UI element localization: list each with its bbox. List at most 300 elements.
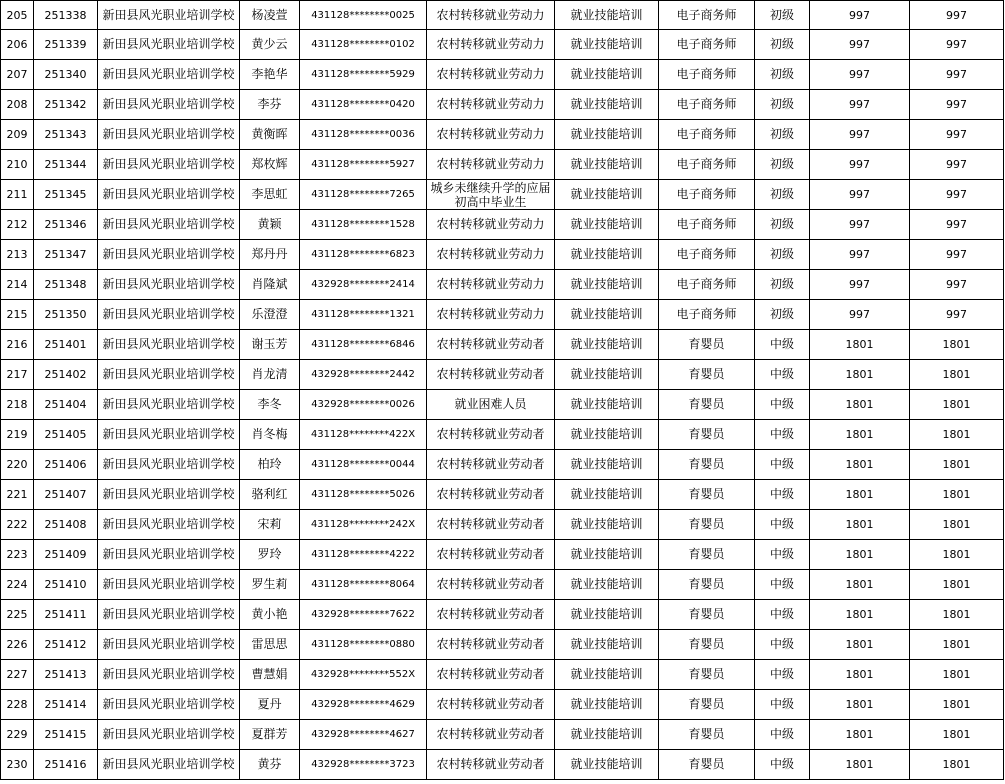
- table-row: [1, 150, 1004, 180]
- occupation-cell[interactable]: 电子商务师: [659, 240, 755, 270]
- school-name-cell[interactable]: 新田县风光职业培训学校: [98, 600, 240, 630]
- id-number-cell[interactable]: 432928********552X: [300, 660, 427, 690]
- school-name-cell[interactable]: 新田县风光职业培训学校: [98, 180, 240, 210]
- subsidy-amount-cell[interactable]: 997: [810, 150, 910, 180]
- id-number-cell[interactable]: 431128********0036: [300, 120, 427, 150]
- id-number-cell[interactable]: 432928********4629: [300, 690, 427, 720]
- school-name-cell[interactable]: 新田县风光职业培训学校: [98, 390, 240, 420]
- row-number-cell[interactable]: 207: [1, 60, 34, 90]
- id-number-cell[interactable]: 432928********0026: [300, 390, 427, 420]
- school-name-cell[interactable]: 新田县风光职业培训学校: [98, 510, 240, 540]
- row-number-cell[interactable]: 230: [1, 750, 34, 780]
- id-number-cell[interactable]: 431128********0420: [300, 90, 427, 120]
- row-number-cell[interactable]: 213: [1, 240, 34, 270]
- training-type-cell[interactable]: 就业技能培训: [555, 540, 659, 570]
- occupation-cell[interactable]: 电子商务师: [659, 120, 755, 150]
- subsidy-amount-cell[interactable]: 1801: [810, 630, 910, 660]
- subsidy-amount-cell[interactable]: 1801: [810, 540, 910, 570]
- trainee-name-cell[interactable]: 罗玲: [240, 540, 300, 570]
- record-id-cell[interactable]: 251338: [34, 1, 98, 30]
- record-id-cell[interactable]: 251415: [34, 720, 98, 750]
- trainee-name-cell[interactable]: 黄小艳: [240, 600, 300, 630]
- school-name-cell[interactable]: 新田县风光职业培训学校: [98, 30, 240, 60]
- paid-amount-cell[interactable]: 997: [910, 240, 1004, 270]
- category-cell[interactable]: 农村转移就业劳动者: [427, 480, 555, 510]
- occupation-cell[interactable]: 电子商务师: [659, 60, 755, 90]
- category-cell[interactable]: 农村转移就业劳动力: [427, 270, 555, 300]
- level-cell[interactable]: 中级: [755, 420, 810, 450]
- category-cell[interactable]: 农村转移就业劳动者: [427, 450, 555, 480]
- occupation-cell[interactable]: 育婴员: [659, 630, 755, 660]
- trainee-name-cell[interactable]: 黄少云: [240, 30, 300, 60]
- category-cell[interactable]: 农村转移就业劳动力: [427, 120, 555, 150]
- category-cell[interactable]: 农村转移就业劳动力: [427, 240, 555, 270]
- paid-amount-cell[interactable]: 1801: [910, 450, 1004, 480]
- record-id-cell[interactable]: 251404: [34, 390, 98, 420]
- table-row: [1, 60, 1004, 90]
- level-cell[interactable]: 初级: [755, 30, 810, 60]
- category-cell[interactable]: 农村转移就业劳动者: [427, 600, 555, 630]
- row-number-cell[interactable]: 212: [1, 210, 34, 240]
- training-type-cell[interactable]: 就业技能培训: [555, 180, 659, 210]
- row-number-cell[interactable]: 225: [1, 600, 34, 630]
- record-id-cell[interactable]: 251348: [34, 270, 98, 300]
- table-row: [1, 330, 1004, 360]
- row-number-cell[interactable]: 223: [1, 540, 34, 570]
- paid-amount-cell[interactable]: 997: [910, 270, 1004, 300]
- id-number-cell[interactable]: 431128********8064: [300, 570, 427, 600]
- category-cell[interactable]: 农村转移就业劳动者: [427, 630, 555, 660]
- trainee-name-cell[interactable]: 郑丹丹: [240, 240, 300, 270]
- school-name-cell[interactable]: 新田县风光职业培训学校: [98, 330, 240, 360]
- paid-amount-cell[interactable]: 997: [910, 300, 1004, 330]
- paid-amount-cell[interactable]: 1801: [910, 330, 1004, 360]
- id-number-cell[interactable]: 431128********0044: [300, 450, 427, 480]
- trainee-name-cell[interactable]: 夏丹: [240, 690, 300, 720]
- training-type-cell[interactable]: 就业技能培训: [555, 390, 659, 420]
- subsidy-amount-cell[interactable]: 997: [810, 120, 910, 150]
- record-id-cell[interactable]: 251408: [34, 510, 98, 540]
- school-name-cell[interactable]: 新田县风光职业培训学校: [98, 630, 240, 660]
- school-name-cell[interactable]: 新田县风光职业培训学校: [98, 240, 240, 270]
- table-row: [1, 210, 1004, 240]
- school-name-cell[interactable]: 新田县风光职业培训学校: [98, 300, 240, 330]
- trainee-name-cell[interactable]: 曹慧娟: [240, 660, 300, 690]
- occupation-cell[interactable]: 电子商务师: [659, 270, 755, 300]
- level-cell[interactable]: 中级: [755, 570, 810, 600]
- trainee-name-cell[interactable]: 雷思思: [240, 630, 300, 660]
- paid-amount-cell[interactable]: 997: [910, 30, 1004, 60]
- paid-amount-cell[interactable]: 1801: [910, 660, 1004, 690]
- training-type-cell[interactable]: 就业技能培训: [555, 750, 659, 780]
- occupation-cell[interactable]: 育婴员: [659, 600, 755, 630]
- trainee-name-cell[interactable]: 罗生莉: [240, 570, 300, 600]
- record-id-cell[interactable]: 251414: [34, 690, 98, 720]
- row-number-cell[interactable]: 227: [1, 660, 34, 690]
- record-id-cell[interactable]: 251406: [34, 450, 98, 480]
- paid-amount-cell[interactable]: 997: [910, 210, 1004, 240]
- table-row: [1, 420, 1004, 450]
- training-type-cell[interactable]: 就业技能培训: [555, 210, 659, 240]
- subsidy-amount-cell[interactable]: 1801: [810, 690, 910, 720]
- record-id-cell[interactable]: 251345: [34, 180, 98, 210]
- trainee-name-cell[interactable]: 杨凌萱: [240, 1, 300, 30]
- trainee-name-cell[interactable]: 肖龙清: [240, 360, 300, 390]
- school-name-cell[interactable]: 新田县风光职业培训学校: [98, 90, 240, 120]
- subsidy-amount-cell[interactable]: 1801: [810, 570, 910, 600]
- school-name-cell[interactable]: 新田县风光职业培训学校: [98, 570, 240, 600]
- record-id-cell[interactable]: 251339: [34, 30, 98, 60]
- occupation-cell[interactable]: 电子商务师: [659, 90, 755, 120]
- occupation-cell[interactable]: 育婴员: [659, 420, 755, 450]
- training-type-cell[interactable]: 就业技能培训: [555, 660, 659, 690]
- training-type-cell[interactable]: 就业技能培训: [555, 90, 659, 120]
- school-name-cell[interactable]: 新田县风光职业培训学校: [98, 690, 240, 720]
- subsidy-amount-cell[interactable]: 1801: [810, 660, 910, 690]
- record-id-cell[interactable]: 251350: [34, 300, 98, 330]
- paid-amount-cell[interactable]: 997: [910, 120, 1004, 150]
- level-cell[interactable]: 中级: [755, 660, 810, 690]
- training-type-cell[interactable]: 就业技能培训: [555, 420, 659, 450]
- paid-amount-cell[interactable]: 1801: [910, 720, 1004, 750]
- level-cell[interactable]: 中级: [755, 630, 810, 660]
- subsidy-amount-cell[interactable]: 1801: [810, 600, 910, 630]
- category-cell[interactable]: 农村转移就业劳动者: [427, 420, 555, 450]
- occupation-cell[interactable]: 育婴员: [659, 450, 755, 480]
- record-id-cell[interactable]: 251410: [34, 570, 98, 600]
- trainee-name-cell[interactable]: 谢玉芳: [240, 330, 300, 360]
- category-cell[interactable]: 农村转移就业劳动力: [427, 90, 555, 120]
- training-type-cell[interactable]: 就业技能培训: [555, 120, 659, 150]
- subsidy-amount-cell[interactable]: 1801: [810, 330, 910, 360]
- occupation-cell[interactable]: 电子商务师: [659, 30, 755, 60]
- occupation-cell[interactable]: 育婴员: [659, 390, 755, 420]
- record-id-cell[interactable]: 251416: [34, 750, 98, 780]
- paid-amount-cell[interactable]: 1801: [910, 480, 1004, 510]
- paid-amount-cell[interactable]: 1801: [910, 600, 1004, 630]
- occupation-cell[interactable]: 育婴员: [659, 480, 755, 510]
- training-type-cell[interactable]: 就业技能培训: [555, 510, 659, 540]
- school-name-cell[interactable]: 新田县风光职业培训学校: [98, 480, 240, 510]
- category-cell[interactable]: 农村转移就业劳动者: [427, 330, 555, 360]
- subsidy-amount-cell[interactable]: 997: [810, 300, 910, 330]
- table-row: [1, 750, 1004, 780]
- category-cell[interactable]: 农村转移就业劳动力: [427, 210, 555, 240]
- row-number-cell[interactable]: 205: [1, 1, 34, 30]
- row-number-cell[interactable]: 216: [1, 330, 34, 360]
- paid-amount-cell[interactable]: 1801: [910, 570, 1004, 600]
- trainee-name-cell[interactable]: 柏玲: [240, 450, 300, 480]
- level-cell[interactable]: 初级: [755, 210, 810, 240]
- record-id-cell[interactable]: 251342: [34, 90, 98, 120]
- training-type-cell[interactable]: 就业技能培训: [555, 1, 659, 30]
- subsidy-amount-cell[interactable]: 1801: [810, 720, 910, 750]
- category-cell[interactable]: 农村转移就业劳动者: [427, 750, 555, 780]
- subsidy-amount-cell[interactable]: 1801: [810, 420, 910, 450]
- category-cell[interactable]: 农村转移就业劳动力: [427, 300, 555, 330]
- table-row: [1, 360, 1004, 390]
- training-type-cell[interactable]: 就业技能培训: [555, 600, 659, 630]
- record-id-cell[interactable]: 251343: [34, 120, 98, 150]
- id-number-cell[interactable]: 431128********422X: [300, 420, 427, 450]
- table-row: [1, 480, 1004, 510]
- school-name-cell[interactable]: 新田县风光职业培训学校: [98, 1, 240, 30]
- paid-amount-cell[interactable]: 1801: [910, 390, 1004, 420]
- subsidy-amount-cell[interactable]: 1801: [810, 480, 910, 510]
- school-name-cell[interactable]: 新田县风光职业培训学校: [98, 420, 240, 450]
- id-number-cell[interactable]: 432928********2442: [300, 360, 427, 390]
- row-number-cell[interactable]: 229: [1, 720, 34, 750]
- id-number-cell[interactable]: 431128********5929: [300, 60, 427, 90]
- id-number-cell[interactable]: 431128********7265: [300, 180, 427, 210]
- category-cell[interactable]: 农村转移就业劳动力: [427, 150, 555, 180]
- table-row: [1, 120, 1004, 150]
- paid-amount-cell[interactable]: 1801: [910, 630, 1004, 660]
- paid-amount-cell[interactable]: 997: [910, 150, 1004, 180]
- paid-amount-cell[interactable]: 1801: [910, 420, 1004, 450]
- subsidy-amount-cell[interactable]: 997: [810, 90, 910, 120]
- row-number-cell[interactable]: 209: [1, 120, 34, 150]
- occupation-cell[interactable]: 电子商务师: [659, 150, 755, 180]
- trainee-name-cell[interactable]: 乐澄澄: [240, 300, 300, 330]
- subsidy-amount-cell[interactable]: 1801: [810, 510, 910, 540]
- row-number-cell[interactable]: 222: [1, 510, 34, 540]
- occupation-cell[interactable]: 电子商务师: [659, 210, 755, 240]
- school-name-cell[interactable]: 新田县风光职业培训学校: [98, 210, 240, 240]
- school-name-cell[interactable]: 新田县风光职业培训学校: [98, 60, 240, 90]
- id-number-cell[interactable]: 431128********0025: [300, 1, 427, 30]
- category-cell[interactable]: 就业困难人员: [427, 390, 555, 420]
- subsidy-amount-cell[interactable]: 1801: [810, 450, 910, 480]
- subsidy-amount-cell[interactable]: 1801: [810, 750, 910, 780]
- record-id-cell[interactable]: 251411: [34, 600, 98, 630]
- id-number-cell[interactable]: 431128********0880: [300, 630, 427, 660]
- id-number-cell[interactable]: 431128********6846: [300, 330, 427, 360]
- category-cell[interactable]: 农村转移就业劳动力: [427, 1, 555, 30]
- record-id-cell[interactable]: 251401: [34, 330, 98, 360]
- id-number-cell[interactable]: 431128********242X: [300, 510, 427, 540]
- occupation-cell[interactable]: 育婴员: [659, 540, 755, 570]
- subsidy-amount-cell[interactable]: 1801: [810, 360, 910, 390]
- trainee-name-cell[interactable]: 肖冬梅: [240, 420, 300, 450]
- id-number-cell[interactable]: 431128********1321: [300, 300, 427, 330]
- paid-amount-cell[interactable]: 997: [910, 180, 1004, 210]
- trainee-name-cell[interactable]: 李冬: [240, 390, 300, 420]
- occupation-cell[interactable]: 电子商务师: [659, 1, 755, 30]
- training-type-cell[interactable]: 就业技能培训: [555, 630, 659, 660]
- trainee-name-cell[interactable]: 黄芬: [240, 750, 300, 780]
- level-cell[interactable]: 中级: [755, 450, 810, 480]
- level-cell[interactable]: 初级: [755, 180, 810, 210]
- level-cell[interactable]: 中级: [755, 720, 810, 750]
- level-cell[interactable]: 初级: [755, 120, 810, 150]
- occupation-cell[interactable]: 电子商务师: [659, 300, 755, 330]
- occupation-cell[interactable]: 育婴员: [659, 720, 755, 750]
- paid-amount-cell[interactable]: 1801: [910, 360, 1004, 390]
- training-type-cell[interactable]: 就业技能培训: [555, 270, 659, 300]
- paid-amount-cell[interactable]: 997: [910, 90, 1004, 120]
- training-type-cell[interactable]: 就业技能培训: [555, 60, 659, 90]
- occupation-cell[interactable]: 电子商务师: [659, 180, 755, 210]
- paid-amount-cell[interactable]: 1801: [910, 510, 1004, 540]
- level-cell[interactable]: 中级: [755, 360, 810, 390]
- level-cell[interactable]: 中级: [755, 510, 810, 540]
- trainee-name-cell[interactable]: 宋莉: [240, 510, 300, 540]
- school-name-cell[interactable]: 新田县风光职业培训学校: [98, 360, 240, 390]
- school-name-cell[interactable]: 新田县风光职业培训学校: [98, 150, 240, 180]
- row-number-cell[interactable]: 221: [1, 480, 34, 510]
- record-id-cell[interactable]: 251346: [34, 210, 98, 240]
- row-number-cell[interactable]: 215: [1, 300, 34, 330]
- category-cell[interactable]: 农村转移就业劳动者: [427, 510, 555, 540]
- id-number-cell[interactable]: 431128********5026: [300, 480, 427, 510]
- school-name-cell[interactable]: 新田县风光职业培训学校: [98, 120, 240, 150]
- training-type-cell[interactable]: 就业技能培训: [555, 690, 659, 720]
- trainee-name-cell[interactable]: 李芬: [240, 90, 300, 120]
- training-type-cell[interactable]: 就业技能培训: [555, 480, 659, 510]
- occupation-cell[interactable]: 育婴员: [659, 690, 755, 720]
- category-cell[interactable]: 农村转移就业劳动者: [427, 720, 555, 750]
- row-number-cell[interactable]: 210: [1, 150, 34, 180]
- record-id-cell[interactable]: 251413: [34, 660, 98, 690]
- level-cell[interactable]: 初级: [755, 270, 810, 300]
- trainee-name-cell[interactable]: 郑枚辉: [240, 150, 300, 180]
- paid-amount-cell[interactable]: 997: [910, 60, 1004, 90]
- occupation-cell[interactable]: 育婴员: [659, 750, 755, 780]
- level-cell[interactable]: 初级: [755, 150, 810, 180]
- id-number-cell[interactable]: 431128********0102: [300, 30, 427, 60]
- id-number-cell[interactable]: 431128********4222: [300, 540, 427, 570]
- record-id-cell[interactable]: 251340: [34, 60, 98, 90]
- occupation-cell[interactable]: 育婴员: [659, 360, 755, 390]
- record-id-cell[interactable]: 251412: [34, 630, 98, 660]
- school-name-cell[interactable]: 新田县风光职业培训学校: [98, 540, 240, 570]
- paid-amount-cell[interactable]: 1801: [910, 540, 1004, 570]
- level-cell[interactable]: 初级: [755, 90, 810, 120]
- row-number-cell[interactable]: 211: [1, 180, 34, 210]
- school-name-cell[interactable]: 新田县风光职业培训学校: [98, 720, 240, 750]
- trainee-name-cell[interactable]: 夏群芳: [240, 720, 300, 750]
- id-number-cell[interactable]: 431128********5927: [300, 150, 427, 180]
- category-cell[interactable]: 农村转移就业劳动者: [427, 660, 555, 690]
- subsidy-amount-cell[interactable]: 1801: [810, 390, 910, 420]
- level-cell[interactable]: 初级: [755, 60, 810, 90]
- trainee-name-cell[interactable]: 肖隆斌: [240, 270, 300, 300]
- level-cell[interactable]: 初级: [755, 300, 810, 330]
- row-number-cell[interactable]: 219: [1, 420, 34, 450]
- row-number-cell[interactable]: 218: [1, 390, 34, 420]
- trainee-name-cell[interactable]: 骆利红: [240, 480, 300, 510]
- subsidy-amount-cell[interactable]: 997: [810, 210, 910, 240]
- training-type-cell[interactable]: 就业技能培训: [555, 150, 659, 180]
- level-cell[interactable]: 中级: [755, 750, 810, 780]
- school-name-cell[interactable]: 新田县风光职业培训学校: [98, 270, 240, 300]
- training-type-cell[interactable]: 就业技能培训: [555, 720, 659, 750]
- category-cell[interactable]: 农村转移就业劳动者: [427, 690, 555, 720]
- school-name-cell[interactable]: 新田县风光职业培训学校: [98, 750, 240, 780]
- training-type-cell[interactable]: 就业技能培训: [555, 450, 659, 480]
- level-cell[interactable]: 初级: [755, 1, 810, 30]
- occupation-cell[interactable]: 育婴员: [659, 570, 755, 600]
- occupation-cell[interactable]: 育婴员: [659, 510, 755, 540]
- occupation-cell[interactable]: 育婴员: [659, 660, 755, 690]
- level-cell[interactable]: 中级: [755, 690, 810, 720]
- trainee-name-cell[interactable]: 黄颖: [240, 210, 300, 240]
- level-cell[interactable]: 中级: [755, 480, 810, 510]
- paid-amount-cell[interactable]: 1801: [910, 750, 1004, 780]
- id-number-cell[interactable]: 431128********6823: [300, 240, 427, 270]
- row-number-cell[interactable]: 206: [1, 30, 34, 60]
- id-number-cell[interactable]: 431128********1528: [300, 210, 427, 240]
- subsidy-amount-cell[interactable]: 997: [810, 60, 910, 90]
- trainee-name-cell[interactable]: 黄衡晖: [240, 120, 300, 150]
- row-number-cell[interactable]: 217: [1, 360, 34, 390]
- training-type-cell[interactable]: 就业技能培训: [555, 300, 659, 330]
- row-number-cell[interactable]: 224: [1, 570, 34, 600]
- level-cell[interactable]: 初级: [755, 240, 810, 270]
- level-cell[interactable]: 中级: [755, 600, 810, 630]
- category-cell[interactable]: 农村转移就业劳动者: [427, 540, 555, 570]
- subsidy-amount-cell[interactable]: 997: [810, 240, 910, 270]
- training-type-cell[interactable]: 就业技能培训: [555, 30, 659, 60]
- training-type-cell[interactable]: 就业技能培训: [555, 570, 659, 600]
- training-type-cell[interactable]: 就业技能培训: [555, 240, 659, 270]
- id-number-cell[interactable]: 432928********4627: [300, 720, 427, 750]
- subsidy-amount-cell[interactable]: 997: [810, 1, 910, 30]
- record-id-cell[interactable]: 251405: [34, 420, 98, 450]
- level-cell[interactable]: 中级: [755, 390, 810, 420]
- row-number-cell[interactable]: 214: [1, 270, 34, 300]
- table-row: [1, 300, 1004, 330]
- row-number-cell[interactable]: 226: [1, 630, 34, 660]
- subsidy-amount-cell[interactable]: 997: [810, 30, 910, 60]
- record-id-cell[interactable]: 251407: [34, 480, 98, 510]
- record-id-cell[interactable]: 251347: [34, 240, 98, 270]
- category-cell[interactable]: 城乡未继续升学的应届初高中毕业生: [427, 180, 555, 210]
- table-row: [1, 690, 1004, 720]
- subsidy-amount-cell[interactable]: 997: [810, 180, 910, 210]
- category-cell[interactable]: 农村转移就业劳动力: [427, 60, 555, 90]
- record-id-cell[interactable]: 251402: [34, 360, 98, 390]
- occupation-cell[interactable]: 育婴员: [659, 330, 755, 360]
- level-cell[interactable]: 中级: [755, 330, 810, 360]
- level-cell[interactable]: 中级: [755, 540, 810, 570]
- table-row: [1, 600, 1004, 630]
- id-number-cell[interactable]: 432928********2414: [300, 270, 427, 300]
- trainee-name-cell[interactable]: 李艳华: [240, 60, 300, 90]
- row-number-cell[interactable]: 220: [1, 450, 34, 480]
- table-row: [1, 30, 1004, 60]
- record-id-cell[interactable]: 251344: [34, 150, 98, 180]
- subsidy-amount-cell[interactable]: 997: [810, 270, 910, 300]
- training-type-cell[interactable]: 就业技能培训: [555, 360, 659, 390]
- category-cell[interactable]: 农村转移就业劳动者: [427, 570, 555, 600]
- trainee-name-cell[interactable]: 李思虹: [240, 180, 300, 210]
- paid-amount-cell[interactable]: 1801: [910, 690, 1004, 720]
- training-type-cell[interactable]: 就业技能培训: [555, 330, 659, 360]
- category-cell[interactable]: 农村转移就业劳动力: [427, 30, 555, 60]
- paid-amount-cell[interactable]: 997: [910, 1, 1004, 30]
- row-number-cell[interactable]: 228: [1, 690, 34, 720]
- category-cell[interactable]: 农村转移就业劳动者: [427, 360, 555, 390]
- school-name-cell[interactable]: 新田县风光职业培训学校: [98, 450, 240, 480]
- id-number-cell[interactable]: 432928********3723: [300, 750, 427, 780]
- table-row: [1, 510, 1004, 540]
- school-name-cell[interactable]: 新田县风光职业培训学校: [98, 660, 240, 690]
- record-id-cell[interactable]: 251409: [34, 540, 98, 570]
- id-number-cell[interactable]: 432928********7622: [300, 600, 427, 630]
- row-number-cell[interactable]: 208: [1, 90, 34, 120]
